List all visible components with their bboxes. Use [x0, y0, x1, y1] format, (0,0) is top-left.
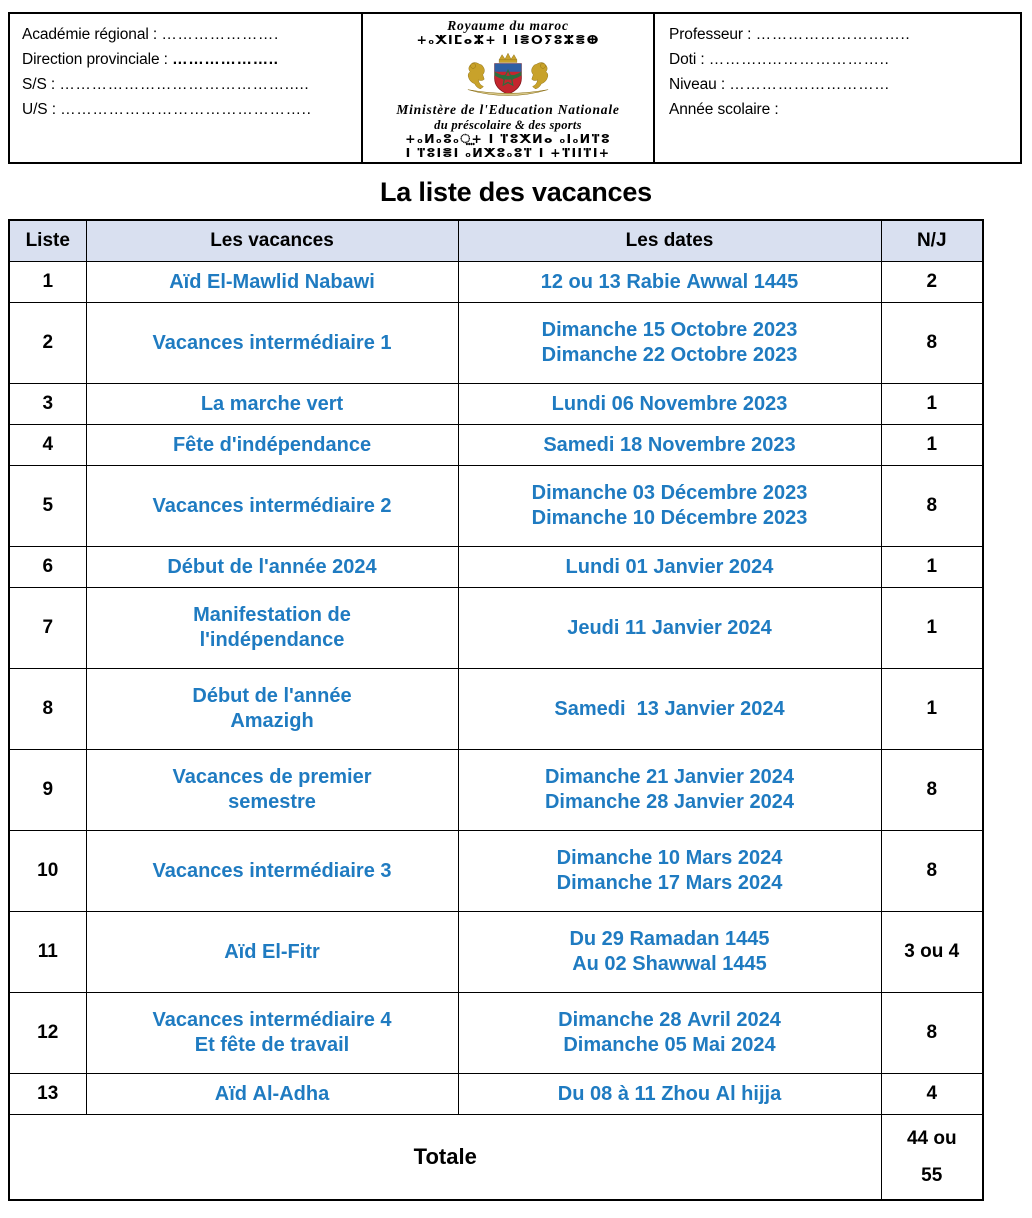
- text-line: Début de l'année: [192, 684, 352, 707]
- table-row: [9, 384, 983, 425]
- cell-vacance: [86, 303, 458, 384]
- table-row: [9, 1074, 983, 1115]
- document-page: [0, 12, 1032, 1218]
- cell-dates: [458, 425, 881, 466]
- field-label: Direction provinciale :: [22, 51, 168, 69]
- vacations-table: [8, 219, 984, 1201]
- column-header-nj: N/J: [881, 220, 983, 262]
- text-line: La marche vert: [200, 392, 344, 415]
- table-row: [9, 425, 983, 466]
- text-line: Début de l'année 2024: [167, 555, 377, 578]
- text-line: Vacances intermédiaire 2: [152, 494, 392, 517]
- column-header-les-vacances: Les vacances: [86, 220, 458, 262]
- text-line: Amazigh: [230, 710, 314, 733]
- cell-vacance: [86, 384, 458, 425]
- text-line: Aïd Al-Adha: [214, 1082, 330, 1105]
- letterhead: [8, 12, 1022, 164]
- text-line: Vacances intermédiaire 1: [152, 331, 392, 354]
- field-direction-provinciale: [22, 47, 351, 72]
- cell-dates: [458, 384, 881, 425]
- cell-liste: 3: [9, 384, 86, 425]
- cell-liste: 7: [9, 588, 86, 669]
- field-dots: ………………….: [161, 26, 279, 43]
- table-row: [9, 262, 983, 303]
- page-title: La liste des vacances: [380, 177, 652, 208]
- cell-liste: 4: [9, 425, 86, 466]
- cell-vacance: [86, 425, 458, 466]
- text-line: Samedi 13 Janvier 2024: [554, 697, 785, 720]
- text-line: Dimanche 22 Octobre 2023: [541, 344, 798, 367]
- text-line: 12 ou 13 Rabie Awwal 1445: [540, 270, 799, 293]
- field-dots: ………………..: [172, 51, 279, 69]
- field-dots: …………………………………….....: [59, 76, 310, 94]
- cell-liste: 6: [9, 547, 86, 588]
- text-line: 44 ou: [906, 1128, 957, 1150]
- table-row: [9, 588, 983, 669]
- cell-vacance: [86, 669, 458, 750]
- field-label: Année scolaire :: [669, 101, 779, 119]
- letterhead-left-box: [8, 12, 363, 164]
- ministry-name-line2: du préscolaire & des sports: [434, 117, 582, 132]
- table-header-row: [9, 220, 983, 262]
- text-line: Dimanche 10 Mars 2024: [556, 846, 783, 869]
- cell-liste: 11: [9, 912, 86, 993]
- text-line: Lundi 01 Janvier 2024: [565, 555, 774, 578]
- kingdom-name-french: Royaume du maroc: [447, 18, 569, 33]
- cell-nj: 8: [881, 750, 983, 831]
- ministry-tifinagh-line2: ⵏ ⴶⵓⵏⴻⵏ ₒⵍⵅⵓₒⵓⴶ ⵏ +ⴶⅠⅠⴶⅠ+: [405, 144, 611, 160]
- field-academie-regional: [22, 22, 351, 47]
- text-line: Dimanche 10 Décembre 2023: [531, 507, 808, 530]
- kingdom-name-tifinagh: +ₒⵅⵏⵎⴰⵣ+ Ⅰ ⵏⴻⵔⵢⵓⵣⴻⴲ: [416, 32, 600, 48]
- cell-nj: 1: [881, 669, 983, 750]
- field-label: Professeur :: [669, 26, 752, 43]
- column-header-les-dates: Les dates: [458, 220, 881, 262]
- table-row: [9, 750, 983, 831]
- text-line: Aïd El-Mawlid Nabawi: [169, 270, 375, 293]
- table-total-row: [9, 1115, 983, 1201]
- cell-nj: 8: [881, 831, 983, 912]
- column-header-liste: Liste: [9, 220, 86, 262]
- cell-dates: [458, 547, 881, 588]
- cell-dates: [458, 669, 881, 750]
- total-value: [881, 1115, 983, 1201]
- ministry-name-line1: Ministère de l'Education Nationale: [396, 102, 620, 118]
- text-line: Vacances intermédiaire 3: [152, 859, 392, 882]
- cell-dates: [458, 588, 881, 669]
- field-label: Niveau :: [669, 76, 726, 94]
- table-row: [9, 547, 983, 588]
- crown-icon: [499, 54, 517, 63]
- cell-nj: 1: [881, 588, 983, 669]
- cell-nj: 1: [881, 547, 983, 588]
- cell-nj: 8: [881, 303, 983, 384]
- text-line: l'indépendance: [199, 629, 345, 652]
- cell-dates: [458, 993, 881, 1074]
- field-dots: ………………………………………..: [60, 101, 312, 119]
- cell-nj: 8: [881, 466, 983, 547]
- total-label: Totale: [9, 1115, 881, 1201]
- text-line: Dimanche 28 Avril 2024: [558, 1008, 781, 1031]
- field-ss: [22, 72, 351, 97]
- cell-vacance: [86, 993, 458, 1074]
- cell-dates: [458, 262, 881, 303]
- cell-dates: [458, 912, 881, 993]
- cell-nj: 2: [881, 262, 983, 303]
- morocco-coat-of-arms-icon: [367, 48, 649, 100]
- cell-vacance: [86, 547, 458, 588]
- cell-liste: 1: [9, 262, 86, 303]
- field-dots: …………………………: [729, 76, 891, 94]
- table-row: [9, 303, 983, 384]
- table-row: [9, 993, 983, 1074]
- text-line: Du 29 Ramadan 1445: [569, 927, 770, 950]
- cell-liste: 13: [9, 1074, 86, 1115]
- field-label: Académie régional :: [22, 26, 158, 43]
- cell-dates: [458, 750, 881, 831]
- text-line: Du 08 à 11 Zhou Al hijja: [557, 1082, 782, 1105]
- field-annee-scolaire: [669, 97, 1010, 122]
- letterhead-right-box: [655, 12, 1022, 164]
- text-line: Dimanche 21 Janvier 2024: [544, 765, 795, 788]
- letterhead-center-box: [363, 12, 655, 164]
- table-row: [9, 831, 983, 912]
- cell-liste: 5: [9, 466, 86, 547]
- cell-dates: [458, 1074, 881, 1115]
- cell-vacance: [86, 262, 458, 303]
- cell-dates: [458, 303, 881, 384]
- text-line: Dimanche 15 Octobre 2023: [541, 318, 798, 341]
- cell-vacance: [86, 912, 458, 993]
- cell-nj: 1: [881, 384, 983, 425]
- text-line: Jeudi 11 Janvier 2024: [567, 616, 772, 639]
- table-row: [9, 669, 983, 750]
- text-line: Dimanche 05 Mai 2024: [563, 1034, 776, 1057]
- cell-liste: 10: [9, 831, 86, 912]
- field-doti: [669, 47, 1010, 72]
- cell-vacance: [86, 588, 458, 669]
- cell-liste: 8: [9, 669, 86, 750]
- text-line: Manifestation de: [193, 603, 351, 626]
- cell-dates: [458, 466, 881, 547]
- field-label: S/S :: [22, 76, 56, 94]
- field-label: Doti :: [669, 51, 705, 69]
- cell-vacance: [86, 831, 458, 912]
- cell-nj: 8: [881, 993, 983, 1074]
- ministry-tifinagh-line1: +ₒⵍₒⵓₒ⵿+ Ⅰ ⴶⵓⵅⵍⴰ ₒⅠₒⵍⴶⵓ: [405, 130, 611, 146]
- field-us: [22, 97, 351, 122]
- field-dots: ………..…………………..: [708, 51, 890, 69]
- text-line: Vacances de premier: [172, 765, 372, 788]
- field-label: U/S :: [22, 101, 56, 119]
- text-line: Dimanche 17 Mars 2024: [556, 872, 783, 895]
- text-line: Aïd El-Fitr: [224, 940, 320, 963]
- field-dots: ………………………..: [755, 26, 911, 43]
- cell-vacance: [86, 1074, 458, 1115]
- cell-vacance: [86, 750, 458, 831]
- text-line: 55: [921, 1165, 943, 1187]
- field-professeur: [669, 22, 1010, 47]
- cell-nj: 3 ou 4: [881, 912, 983, 993]
- text-line: Dimanche 28 Janvier 2024: [544, 791, 795, 814]
- text-line: semestre: [228, 791, 316, 814]
- cell-liste: 12: [9, 993, 86, 1074]
- text-line: Et fête de travail: [194, 1034, 350, 1057]
- field-niveau: [669, 72, 1010, 97]
- table-row: [9, 466, 983, 547]
- text-line: Fête d'indépendance: [172, 433, 372, 456]
- text-line: Lundi 06 Novembre 2023: [551, 392, 788, 415]
- cell-nj: 4: [881, 1074, 983, 1115]
- table-body: [9, 262, 983, 1201]
- table-row: [9, 912, 983, 993]
- cell-nj: 1: [881, 425, 983, 466]
- cell-liste: 2: [9, 303, 86, 384]
- text-line: Vacances intermédiaire 4: [152, 1008, 392, 1031]
- cell-vacance: [86, 466, 458, 547]
- text-line: Dimanche 03 Décembre 2023: [531, 481, 808, 504]
- text-line: Samedi 18 Novembre 2023: [543, 433, 796, 456]
- cell-liste: 9: [9, 750, 86, 831]
- text-line: Au 02 Shawwal 1445: [572, 953, 767, 976]
- cell-dates: [458, 831, 881, 912]
